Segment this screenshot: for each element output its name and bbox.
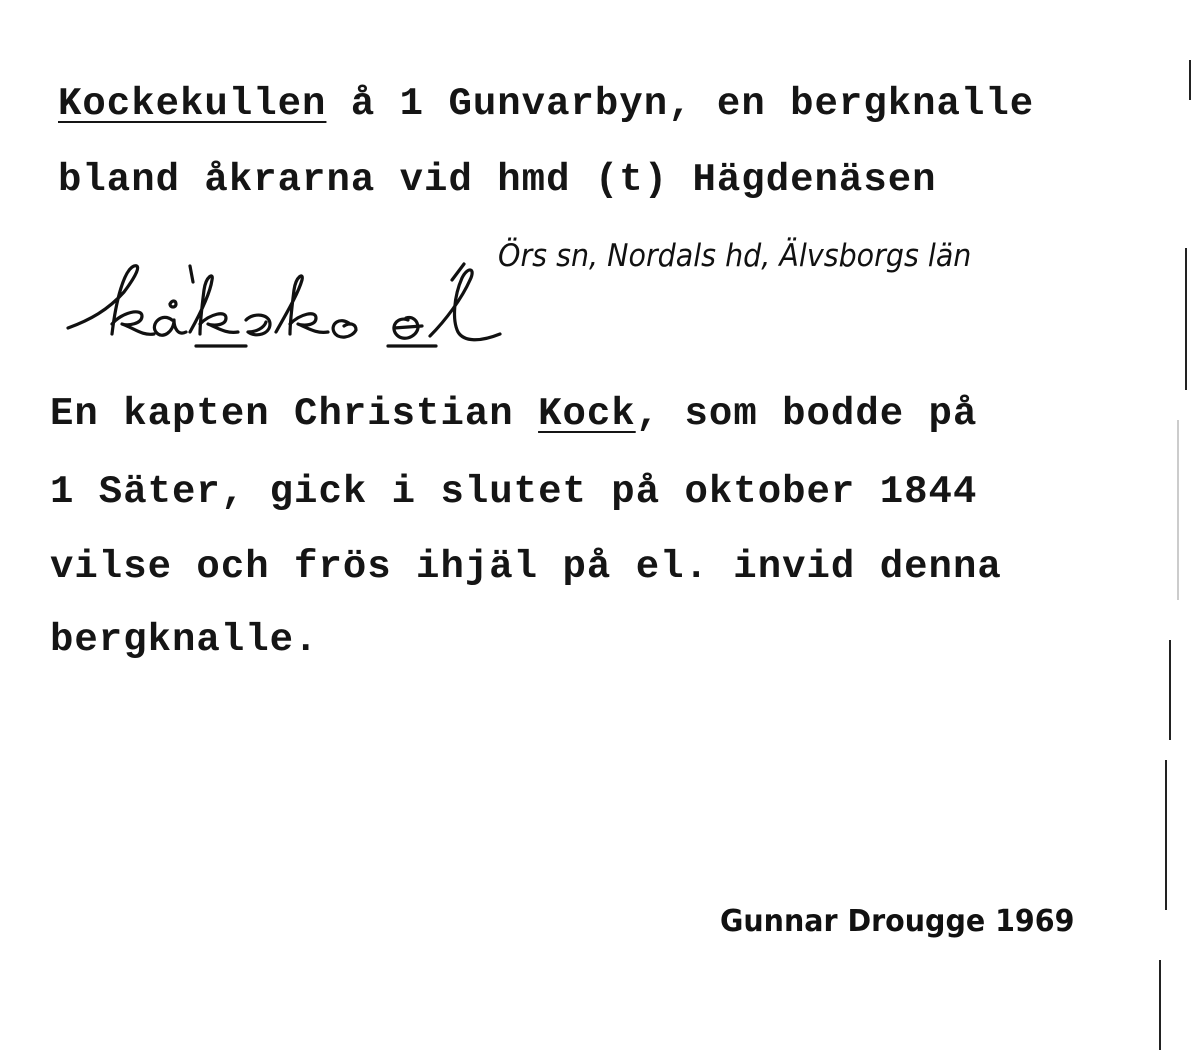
headword: Kockekullen (58, 82, 327, 126)
pen-stroke-schwa (246, 315, 270, 335)
pen-stroke-k2-loop (200, 314, 238, 333)
pen-stroke-a (154, 317, 186, 335)
pen-stroke-k1-loop (112, 312, 154, 334)
surname: Kock (538, 392, 636, 436)
story-line-4: bergknalle. (50, 618, 319, 662)
handwritten-pronunciation (50, 250, 530, 370)
story-line-1 (50, 392, 977, 436)
story-line-1-end: , som bodde på (635, 392, 978, 436)
pen-stroke-ring (170, 301, 176, 307)
entry-line-1-text: å 1 Gunvarbyn, en bergknalle (326, 82, 1035, 126)
pen-stroke-l (430, 270, 500, 340)
location-stamp: Örs sn, Nordals hd, Älvsborgs län (498, 238, 972, 274)
pen-stroke-k3-loop (290, 314, 328, 333)
entry-line-1 (58, 82, 1034, 126)
entry-line-2: bland åkrarna vid hmd (t) Hägdenäsen (58, 158, 937, 202)
pen-stroke-e (333, 321, 356, 337)
signature: Gunnar Drougge 1969 (720, 904, 1075, 939)
pen-stroke-o-bar (394, 326, 422, 328)
story-line-3: vilse och frös ihjäl på el. invid denna (50, 545, 1002, 589)
story-line-1-start: En kapten Christian (50, 392, 539, 436)
story-line-2: 1 Säter, gick i slutet på oktober 1844 (50, 470, 978, 514)
pen-stroke-accent1 (190, 266, 193, 282)
